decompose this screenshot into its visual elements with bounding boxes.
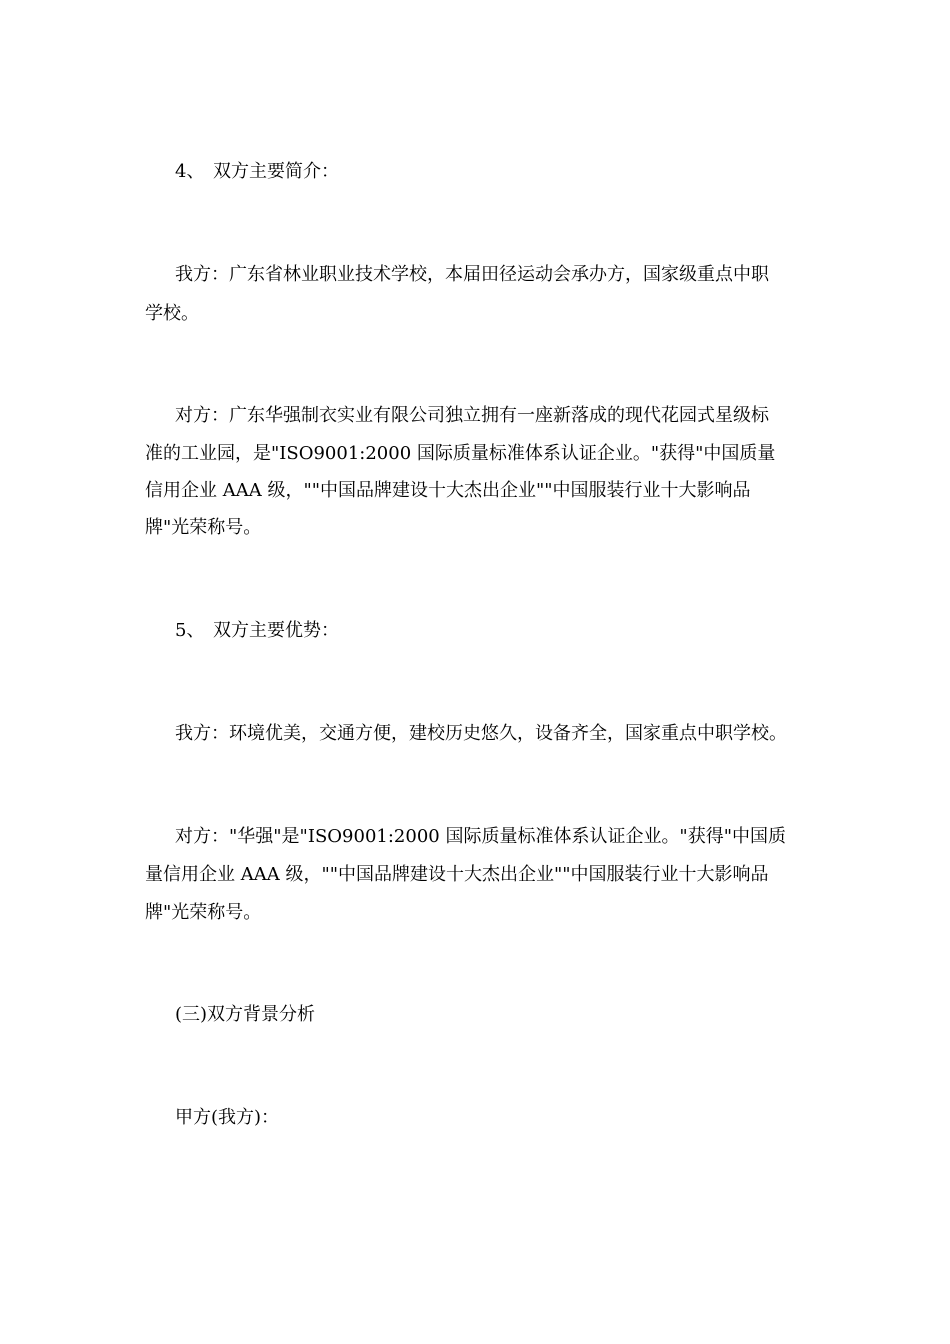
subheading-party-a: 甲方(我方)： [175,1107,280,1128]
paragraph-line: 对方："华强"是"ISO9001:2000 国际质量标准体系认证企业。"获得"中国质 [175,826,786,847]
paragraph-line: 对方：广东华强制衣实业有限公司独立拥有一座新落成的现代花园式星级标 [175,405,769,426]
section-number: 4、 [175,161,205,182]
paragraph-line: 我方：广东省林业职业技术学校，本届田径运动会承办方，国家级重点中职 [175,264,769,285]
paragraph-line: 准的工业园，是"ISO9001:2000 国际质量标准体系认证企业。"获得"中国质量 [145,443,776,464]
section-heading-background: (三)双方背景分析 [175,1004,316,1025]
paragraph-line: 学校。 [145,303,199,324]
section-title: 双方主要优势： [213,620,339,641]
paragraph-line: 牌"光荣称号。 [145,902,262,923]
section-number: 5、 [175,620,205,641]
paragraph-line: 量信用企业 AAA 级，""中国品牌建设十大杰出企业""中国服装行业十大影响品 [145,864,769,885]
paragraph-line: 信用企业 AAA 级，""中国品牌建设十大杰出企业""中国服装行业十大影响品 [145,480,751,501]
section-heading-intro [175,163,339,181]
section-heading-advantage [175,622,339,640]
paragraph-line: 我方：环境优美，交通方便，建校历史悠久，设备齐全，国家重点中职学校。 [175,723,787,744]
paragraph-line: 牌"光荣称号。 [145,517,262,538]
section-title: 双方主要简介： [213,161,339,182]
